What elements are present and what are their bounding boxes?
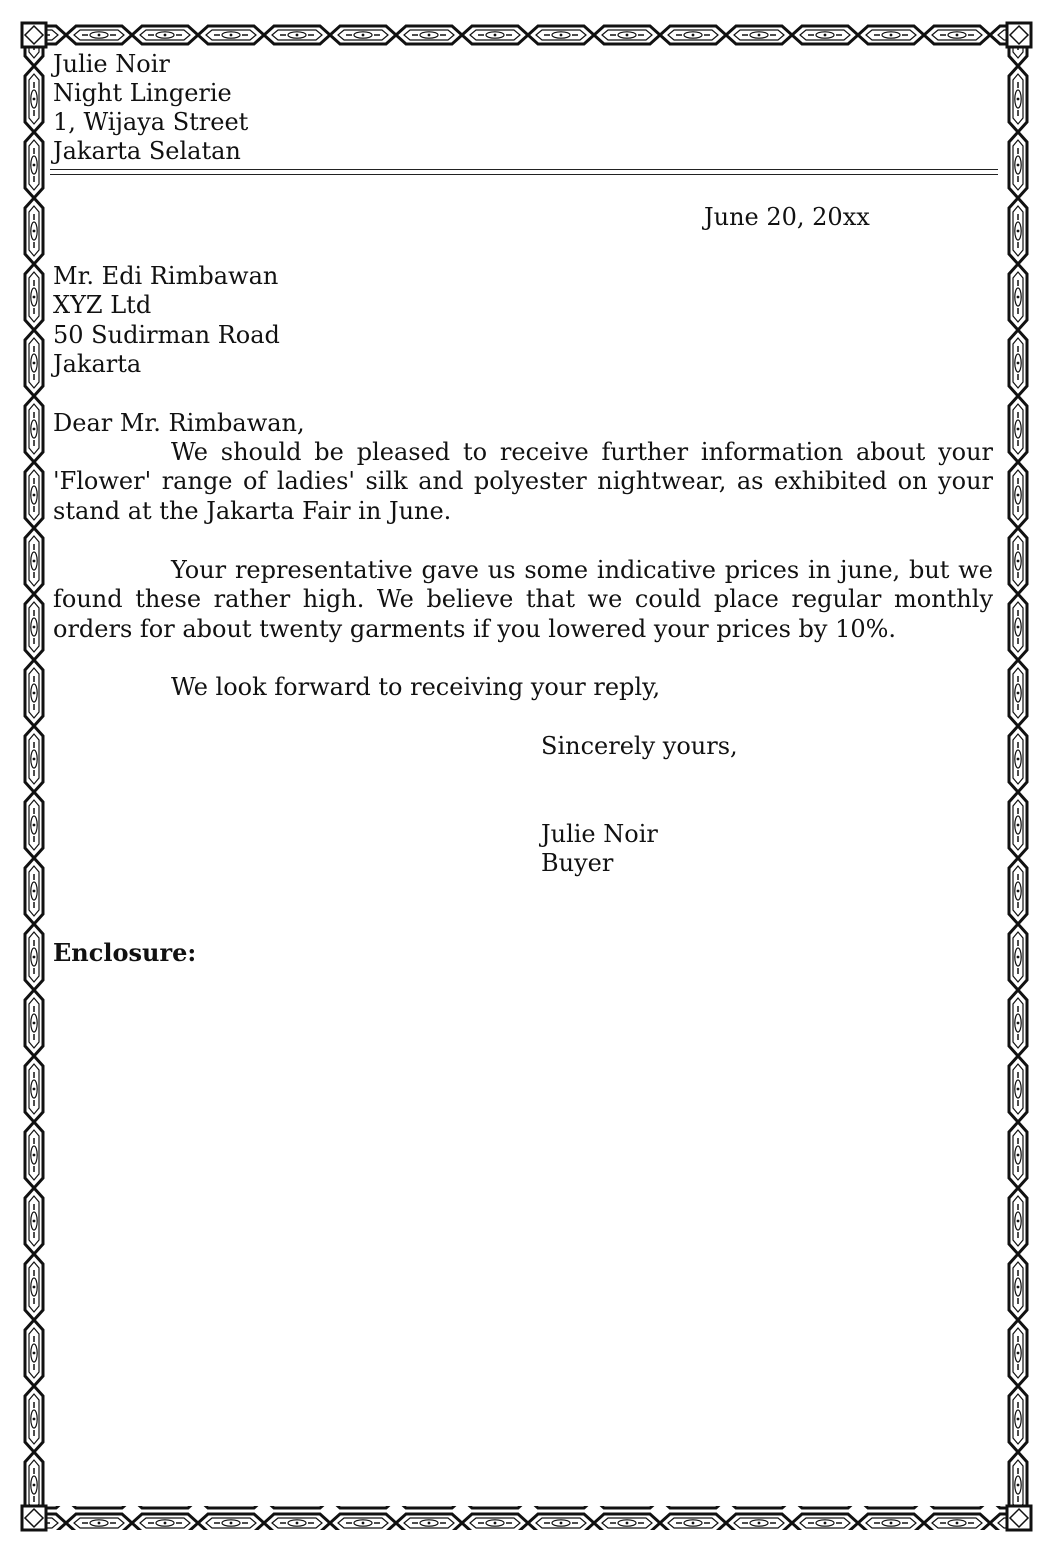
recipient-city: Jakarta [53,350,142,378]
sender-name: Julie Noir [53,50,170,78]
signature-name: Julie Noir [541,820,658,848]
letterhead-rule-bottom [50,174,998,175]
letter-date: June 20, 20xx [704,203,870,231]
recipient-street: 50 Sudirman Road [53,321,280,349]
closing: Sincerely yours, [541,732,738,760]
salutation: Dear Mr. Rimbawan, [53,409,305,437]
sender-company: Night Lingerie [53,79,232,107]
recipient-company: XYZ Ltd [53,291,152,319]
letterhead-rule-top [50,169,998,170]
recipient-name: Mr. Edi Rimbawan [53,262,279,290]
sender-city: Jakarta Selatan [53,137,241,165]
body-paragraph-1: We should be pleased to receive further information about your 'Flower' range of ladies' silk and polyester nightwear, as exhibited on your stand at the Jakarta Fair in June. [53,438,993,525]
sender-street: 1, Wijaya Street [53,108,249,136]
enclosure-label: Enclosure: [53,938,197,967]
signature-title: Buyer [541,849,614,877]
body-paragraph-3: We look forward to receiving your reply, [171,673,661,701]
body-paragraph-2: Your representative gave us some indicative prices in june, but we found these rather high. We believe that we could place regular monthly orders for about twenty garments if you lowered your prices by 10%. [53,556,993,643]
